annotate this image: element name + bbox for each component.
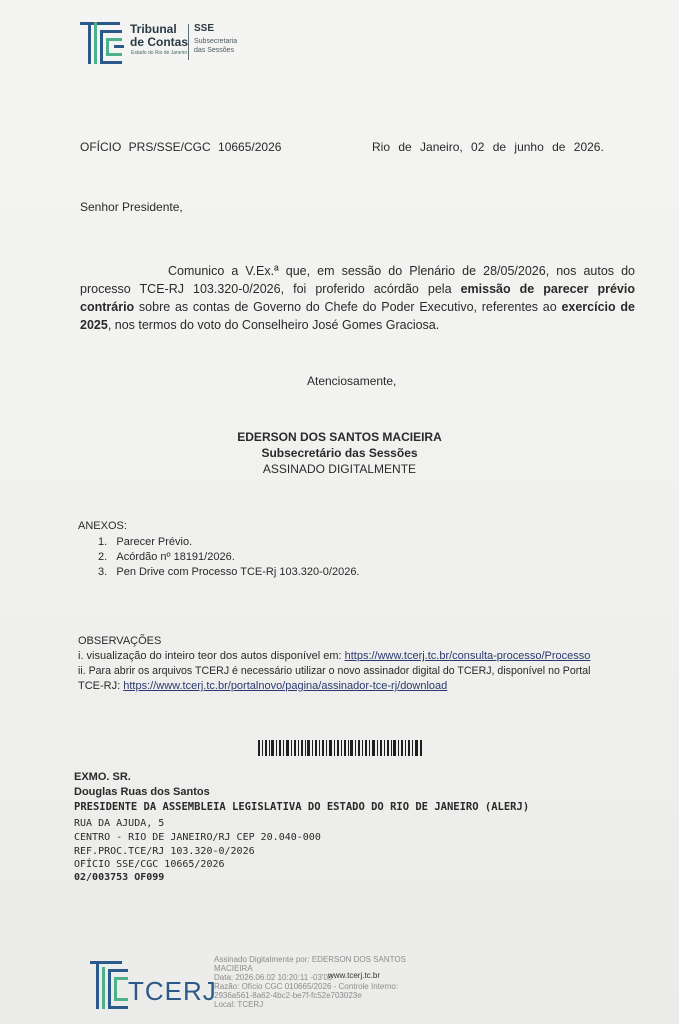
- letter-body: [80, 262, 635, 334]
- recipient-name: Douglas Ruas dos Santos: [74, 786, 210, 798]
- body-emphasis-1: emissão de parecer prévio contrário: [80, 282, 635, 314]
- attachment-number: 2.: [98, 551, 108, 563]
- recipient-address-street: RUA DA AJUDA, 5: [74, 818, 165, 829]
- barcode: [258, 740, 423, 756]
- footer-logo-text: [128, 976, 217, 1007]
- letter-reference: OFÍCIO PRS/SSE/CGC 10665/2026: [80, 140, 282, 154]
- observation-text: i. visualização do inteiro teor dos autos disponível em:: [78, 650, 345, 662]
- observation-line-1: [78, 650, 590, 662]
- letter-date: Rio de Janeiro, 02 de junho de 2026.: [372, 140, 604, 154]
- signature-stamp-line2: MACIEIRA: [214, 964, 253, 973]
- signature-stamp-line5: 2936a561-8a62-4bc2-be7f-fc52e703023e: [214, 991, 362, 1000]
- signer-download-link[interactable]: https://www.tcerj.tc.br/portalnovo/pagina/assinador-tce-rj/download: [123, 680, 448, 692]
- org-name-line3: Estado do Rio de Janeiro: [131, 50, 188, 56]
- body-text-3: , nos termos do voto do Conselheiro José Gomes Graciosa.: [107, 318, 440, 332]
- signature-stamp-line4: Razão: Ofício CGC 010665/2026 - Controle Interno:: [214, 982, 399, 991]
- header-divider: [188, 24, 189, 60]
- attachment-text: Acórdão nº 18191/2026.: [116, 551, 235, 563]
- org-name-line2: de Contas: [130, 35, 189, 49]
- footer-website: www.tcerj.tc.br: [328, 971, 381, 980]
- process-link[interactable]: https://www.tcerj.tc.br/consulta-processo/Processo: [344, 650, 591, 662]
- closing: Atenciosamente,: [307, 374, 397, 388]
- org-name-line1: Tribunal: [130, 22, 177, 36]
- attachment-number: 1.: [98, 536, 108, 548]
- signature-stamp-line6: Local: TCERJ: [214, 1000, 264, 1009]
- recipient-salutation: EXMO. SR.: [74, 771, 131, 783]
- signature-stamp-line1: Assinado Digitalmente por: EDERSON DOS SANTOS: [214, 955, 406, 964]
- recipient-address-city: CENTRO - RIO DE JANEIRO/RJ CEP 20.040-000: [74, 832, 321, 843]
- observation-text: TCE-RJ:: [78, 680, 124, 692]
- attachments-heading: ANEXOS:: [78, 520, 127, 532]
- attachment-item: [98, 566, 360, 578]
- recipient-position: PRESIDENTE DA ASSEMBLEIA LEGISLATIVA DO ESTADO DO RIO DE JANEIRO (ALERJ): [74, 801, 530, 813]
- unit-desc-line1: Subsecretaria: [194, 38, 238, 45]
- attachment-number: 3.: [98, 566, 108, 578]
- footer-logo-label: TCERJ: [128, 976, 217, 1006]
- process-reference: REF.PROC.TCE/RJ 103.320-0/2026: [74, 846, 255, 857]
- tracking-code: 02/003753 OF099: [74, 872, 165, 883]
- body-text-2: sobre as contas de Governo do Chefe do Poder Executivo, referentes ao: [134, 300, 562, 314]
- signature-note: ASSINADO DIGITALMENTE: [262, 462, 417, 476]
- unit-desc-line2: das Sessões: [194, 47, 235, 54]
- attachment-item: [98, 536, 192, 548]
- signer-title: Subsecretário das Sessões: [261, 446, 418, 460]
- signature-stamp-line3: Data: 2026.06.02 10:20:11 -03'00': [214, 973, 334, 982]
- observations-heading: OBSERVAÇÕES: [78, 635, 162, 647]
- unit-acronym: SSE: [194, 23, 215, 34]
- observation-line-3: [78, 680, 447, 692]
- salutation: Senhor Presidente,: [80, 200, 183, 214]
- body-emphasis-2: exercício de 2025: [80, 300, 635, 332]
- attachment-text: Parecer Prévio.: [116, 536, 193, 548]
- letter-reference-footer: OFÍCIO SSE/CGC 10665/2026: [74, 859, 225, 870]
- body-text-1: Comunico a V.Ex.ª que, em sessão do Plenário de 28/05/2026, nos autos do processo TCE-RJ 103.320-0/2026, foi proferido acórdão pela: [80, 264, 635, 296]
- attachment-item: [98, 551, 235, 563]
- signer-name: EDERSON DOS SANTOS MACIEIRA: [237, 430, 442, 444]
- attachment-text: Pen Drive com Processo TCE-Rj 103.320-0/2026.: [116, 566, 360, 578]
- observation-line-2: ii. Para abrir os arquivos TCERJ é necessário utilizar o novo assinador digital do TCERJ, disponível no Portal: [78, 665, 591, 677]
